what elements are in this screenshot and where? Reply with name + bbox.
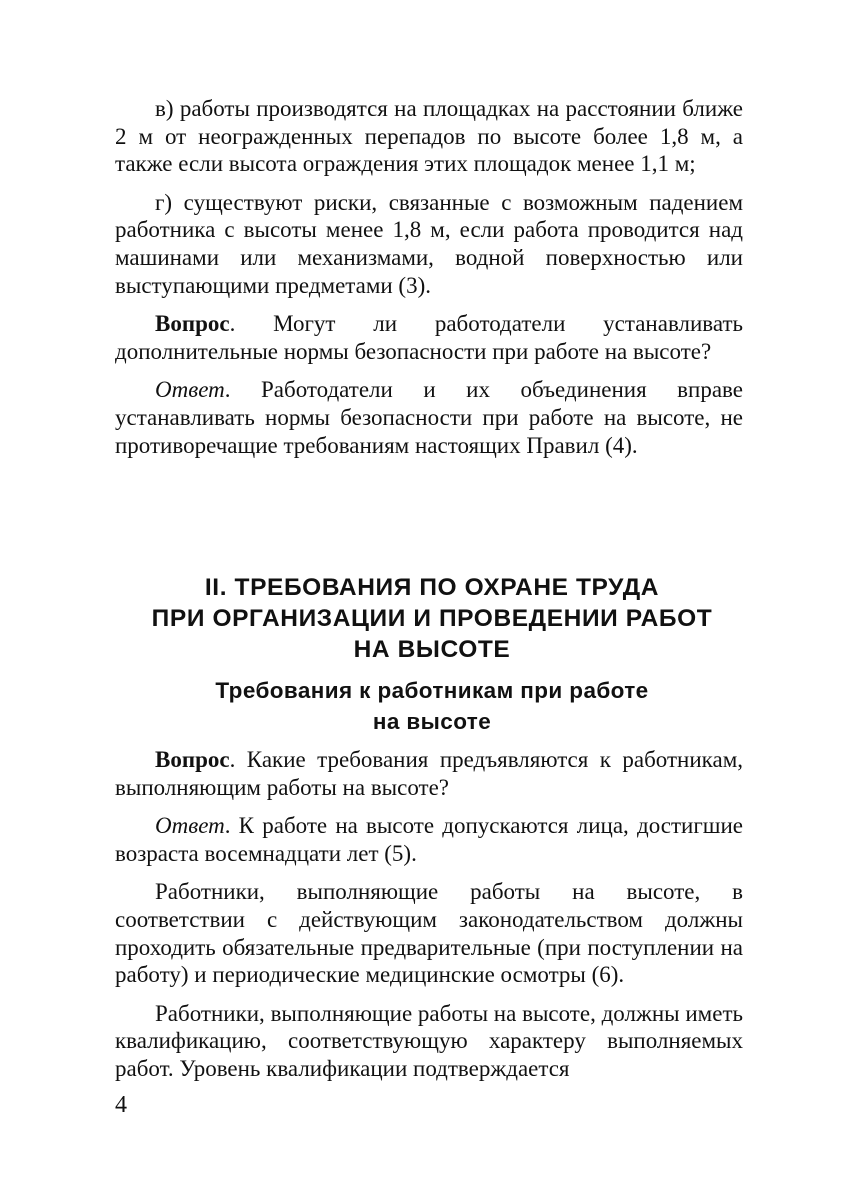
top-text-block [115, 95, 743, 459]
subsection-heading-line-1: Требования к работникам при работе [215, 678, 649, 703]
paragraph-g: г) существуют риски, связанные с возможным падением работника с высоты менее 1,8 м, если работа проводится над машинами или механизмами, водной поверхностью или выступающими предметами (3). [115, 189, 743, 298]
bottom-text-block [115, 746, 743, 1083]
section-heading [100, 572, 764, 665]
answer-label: Ответ [155, 377, 225, 403]
question-text: . Могут ли работодатели устанавливать дополнительные нормы безопасности при работе на высоте? [115, 311, 743, 364]
section-heading-line-3: НА ВЫСОТЕ [353, 636, 511, 663]
subsection-heading [100, 675, 764, 737]
page-number: 4 [115, 1092, 127, 1118]
subsection-heading-line-2: на высоте [372, 709, 492, 734]
question-text: . Какие требования предъявляются к работникам, выполняющим работы на высоте? [115, 747, 743, 800]
answer-text: . К работе на высоте допускаются лица, достигшие возраста восемнадцати лет (5). [115, 813, 743, 866]
section-heading-line-1: II. ТРЕБОВАНИЯ ПО ОХРАНЕ ТРУДА [204, 574, 660, 601]
question-label: Вопрос [155, 311, 230, 337]
answer-2 [115, 812, 743, 867]
paragraph-v: в) работы производятся на площадках на расстоянии ближе 2 м от неогражденных перепадов по высоте более 1,8 м, а также если высота ограждения этих площадок менее 1,1 м; [115, 96, 743, 177]
question-2 [115, 746, 743, 801]
question-label: Вопрос [155, 747, 230, 772]
paragraph-qualification: Работники, выполняющие работы на высоте, должны иметь квалификацию, соответствующую характеру выполняемых работ. Уровень квалификации подтверждается [115, 1000, 743, 1081]
section-heading-line-2: ПРИ ОРГАНИЗАЦИИ И ПРОВЕДЕНИИ РАБОТ [151, 605, 713, 632]
answer-1 [115, 376, 743, 459]
question-1 [115, 310, 743, 365]
answer-label: Ответ [155, 813, 225, 839]
paragraph-medical: Работники, выполняющие работы на высоте, в соответствии с действующим законодательством должны проходить обязательные предварительные (при поступлении на работу) и периодические медицинские осмотры (6). [115, 879, 743, 988]
answer-text: . Работодатели и их объединения вправе устанавливать нормы безопасности при работе на высоте, не противоречащие требованиям настоящих Правил (4). [115, 377, 743, 458]
